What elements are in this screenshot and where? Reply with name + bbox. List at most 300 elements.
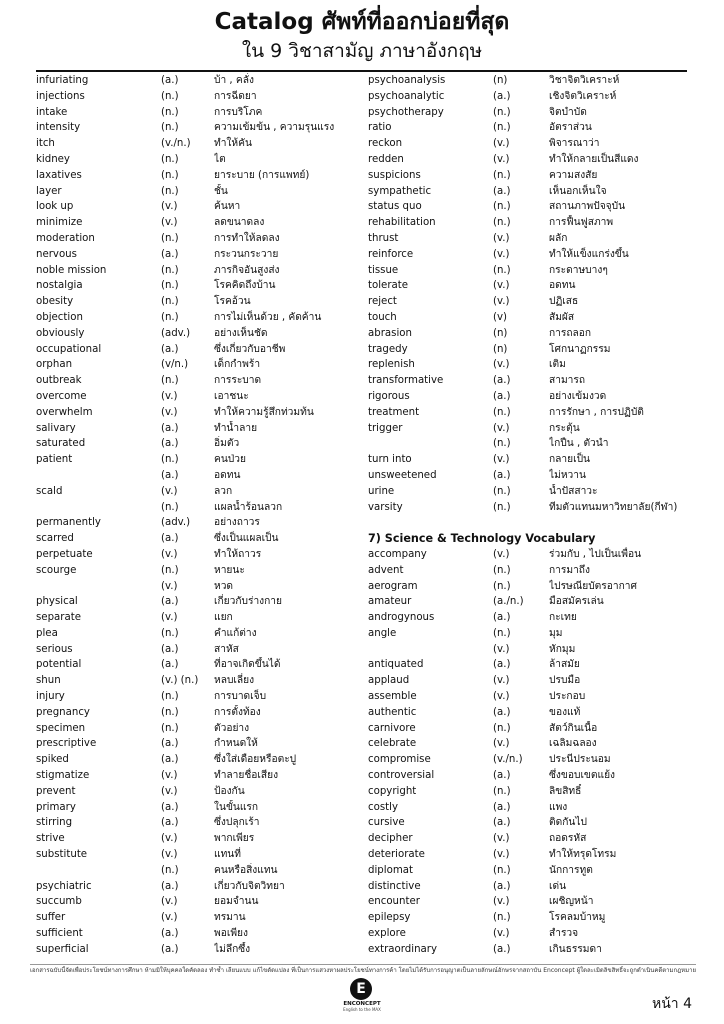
thai-meaning: หายนะ: [214, 564, 245, 576]
vocab-word: minimize: [36, 217, 83, 229]
vocab-word: nostalgia: [36, 280, 83, 292]
vocab-word: orphan: [36, 359, 73, 371]
thai-meaning: อดทน: [549, 280, 576, 292]
vocab-row: [36, 926, 366, 942]
vocab-row: [36, 610, 366, 626]
thai-meaning: ซึ่งขอบเขตแย้ง: [549, 770, 616, 782]
part-of-speech: (n.): [493, 627, 511, 639]
thai-meaning: การมาถึง: [549, 564, 590, 576]
part-of-speech: (n.): [161, 106, 179, 118]
vocab-word: intake: [36, 106, 68, 118]
vocab-row: [36, 136, 366, 152]
part-of-speech: (n.): [161, 264, 179, 276]
part-of-speech: (v.): [161, 849, 178, 861]
vocab-word: intensity: [36, 122, 81, 134]
thai-meaning: ทำลายชื่อเสียง: [214, 770, 279, 782]
thai-meaning: ปรบมือ: [549, 675, 581, 687]
part-of-speech: (v./n.): [161, 138, 191, 150]
part-of-speech: (a.): [161, 533, 179, 545]
thai-meaning: ภารกิจอันสูงส่ง: [214, 264, 280, 276]
part-of-speech: (v.): [493, 280, 510, 292]
vocab-row: [368, 515, 698, 531]
thai-meaning: อย่างเข้มงวด: [549, 390, 607, 402]
thai-meaning: ประกอบ: [549, 691, 586, 703]
thai-meaning: ทรมาน: [214, 912, 246, 924]
vocab-row: [368, 184, 698, 200]
thai-meaning: ความสงสัย: [549, 169, 598, 181]
part-of-speech: (a.): [161, 880, 179, 892]
part-of-speech: (adv.): [161, 517, 191, 529]
vocab-word: superficial: [36, 943, 89, 955]
part-of-speech: (n.): [161, 296, 179, 308]
thai-meaning: โรคลมบ้าหมู: [549, 912, 606, 924]
part-of-speech: (v.): [493, 849, 510, 861]
vocab-row: [368, 879, 698, 895]
vocab-row: [36, 421, 366, 437]
vocab-word: injections: [36, 90, 85, 102]
thai-meaning: เด่น: [549, 880, 567, 892]
vocab-row: [368, 768, 698, 784]
part-of-speech: (v.): [493, 248, 510, 260]
thai-meaning: ร่วมกับ , ไปเป็นเพื่อน: [549, 548, 642, 560]
part-of-speech: (v.): [493, 833, 510, 845]
thai-meaning: ลิขสิทธิ์: [549, 785, 582, 797]
vocab-word: psychiatric: [36, 880, 92, 892]
vocab-word: unsweetened: [368, 469, 437, 481]
thai-meaning: เกินธรรมดา: [549, 943, 602, 955]
thai-meaning: ความเข้มข้น , ความรุนแรง: [214, 122, 335, 134]
part-of-speech: (v.): [493, 138, 510, 150]
vocab-word: primary: [36, 801, 76, 813]
vocab-word: aerogram: [368, 580, 418, 592]
part-of-speech: (a.): [493, 185, 511, 197]
vocab-row: [36, 800, 366, 816]
thai-meaning: ทำให้คัน: [214, 138, 252, 150]
vocab-row: [368, 594, 698, 610]
vocab-word: separate: [36, 612, 81, 624]
part-of-speech: (v.): [161, 896, 178, 908]
thai-meaning: อัตราส่วน: [549, 122, 592, 134]
part-of-speech: (a.): [161, 643, 179, 655]
vocab-word: saturated: [36, 438, 86, 450]
vocab-word: kidney: [36, 153, 70, 165]
thai-meaning: กะเทย: [549, 612, 577, 624]
thai-meaning: ค้นหา: [214, 201, 241, 213]
logo-icon: E: [350, 978, 372, 1000]
part-of-speech: (n.): [161, 706, 179, 718]
vocab-row: [36, 563, 366, 579]
part-of-speech: (a.): [161, 596, 179, 608]
part-of-speech: (a.): [493, 943, 511, 955]
thai-meaning: เห็นอกเห็นใจ: [549, 185, 607, 197]
vocab-word: cursive: [368, 817, 405, 829]
thai-meaning: อย่างเห็นชัด: [214, 327, 268, 339]
vocab-row: [36, 689, 366, 705]
thai-meaning: การไม่เห็นด้วย , คัดค้าน: [214, 311, 322, 323]
thai-meaning: ในขั้นแรก: [214, 801, 259, 813]
part-of-speech: (v.): [161, 406, 178, 418]
part-of-speech: (v.): [493, 359, 510, 371]
vocab-column-left: [36, 73, 366, 958]
thai-meaning: เอาชนะ: [214, 390, 249, 402]
thai-meaning: คนหรือสิ่งแทน: [214, 864, 278, 876]
thai-meaning: น้ำปัสสาวะ: [549, 485, 598, 497]
vocab-row: [36, 89, 366, 105]
vocab-word: epilepsy: [368, 912, 411, 924]
part-of-speech: (v/n.): [161, 359, 189, 371]
vocab-word: infuriating: [36, 75, 89, 86]
thai-meaning: กระตุ้น: [549, 422, 580, 434]
thai-meaning: การรักษา , การปฏิบัติ: [549, 406, 644, 418]
part-of-speech: (v.): [161, 217, 178, 229]
vocab-word: prescriptive: [36, 738, 97, 750]
vocab-word: scald: [36, 485, 63, 497]
vocab-word: permanently: [36, 517, 101, 529]
vocab-word: scarred: [36, 533, 74, 545]
part-of-speech: (n.): [493, 406, 511, 418]
part-of-speech: (a.): [493, 817, 511, 829]
vocab-row: [368, 942, 698, 958]
thai-meaning: แพง: [549, 801, 568, 813]
vocab-row: [36, 547, 366, 563]
thai-meaning: แยก: [214, 612, 233, 624]
enconcept-logo: [345, 978, 379, 1012]
vocab-row: [368, 326, 698, 342]
vocab-row: [368, 484, 698, 500]
part-of-speech: (n.): [493, 501, 511, 513]
thai-meaning: พิจารณาว่า: [549, 138, 600, 150]
vocab-row: [368, 199, 698, 215]
part-of-speech: (n.): [493, 864, 511, 876]
part-of-speech: (n.): [493, 580, 511, 592]
vocab-word: objection: [36, 311, 83, 323]
thai-meaning: กำหนดให้: [214, 738, 258, 750]
vocab-row: [368, 357, 698, 373]
thai-meaning: ลวก: [214, 485, 233, 497]
part-of-speech: (a.): [161, 343, 179, 355]
vocab-word: tissue: [368, 264, 399, 276]
part-of-speech: (n.): [493, 485, 511, 497]
vocab-row: [368, 657, 698, 673]
part-of-speech: (a.): [161, 469, 179, 481]
part-of-speech: (n): [493, 327, 508, 339]
thai-meaning: ไม่หวาน: [549, 469, 586, 481]
part-of-speech: (v): [493, 311, 507, 323]
vocab-column-right: [368, 73, 698, 958]
vocab-word: treatment: [368, 406, 420, 418]
vocab-row: [368, 136, 698, 152]
vocab-word: antiquated: [368, 659, 424, 671]
thai-meaning: หักมุม: [549, 643, 576, 655]
vocab-row: [36, 768, 366, 784]
vocab-word: physical: [36, 596, 78, 608]
thai-meaning: เฉลิมฉลอง: [549, 738, 597, 750]
vocab-word: plea: [36, 627, 58, 639]
vocab-row: [368, 294, 698, 310]
part-of-speech: (n.): [493, 438, 511, 450]
vocab-row: [36, 784, 366, 800]
thai-meaning: การทำให้ลดลง: [214, 232, 280, 244]
thai-meaning: ผลัก: [549, 232, 568, 244]
vocab-word: tragedy: [368, 343, 408, 355]
vocab-row: [368, 405, 698, 421]
part-of-speech: (v.): [493, 422, 510, 434]
thai-meaning: ถอดรหัส: [549, 833, 587, 845]
vocab-word: extraordinary: [368, 943, 437, 955]
vocab-word: applaud: [368, 675, 410, 687]
part-of-speech: (v.): [161, 612, 178, 624]
vocab-word: ratio: [368, 122, 392, 134]
thai-meaning: ยาระบาย (การแพทย์): [214, 169, 310, 181]
vocab-word: abrasion: [368, 327, 412, 339]
thai-meaning: ยอมจำนน: [214, 896, 259, 908]
vocab-row: [36, 721, 366, 737]
part-of-speech: (v.): [493, 738, 510, 750]
thai-meaning: พอเพียง: [214, 928, 248, 940]
vocab-row: [368, 231, 698, 247]
header-divider: [36, 70, 687, 72]
vocab-row: [368, 721, 698, 737]
vocab-word: celebrate: [368, 738, 417, 750]
vocab-row: [36, 294, 366, 310]
vocab-row: [36, 910, 366, 926]
vocab-word: patient: [36, 454, 73, 466]
vocab-word: reject: [368, 296, 397, 308]
vocab-row: [36, 642, 366, 658]
vocab-word: advent: [368, 564, 404, 576]
part-of-speech: (a.): [161, 659, 179, 671]
thai-meaning: ซึ่งปลุกเร้า: [214, 817, 260, 829]
thai-meaning: ซึ่งเกี่ยวกับอาชีพ: [214, 343, 286, 355]
vocab-word: sympathetic: [368, 185, 432, 197]
page-title: Catalog ศัพท์ที่ออกบ่อยที่สุด: [214, 9, 510, 35]
part-of-speech: (v.): [161, 833, 178, 845]
part-of-speech: (n.): [493, 106, 511, 118]
part-of-speech: (v.): [161, 580, 178, 592]
vocab-row: [368, 452, 698, 468]
thai-meaning: สาหัส: [214, 643, 239, 655]
thai-meaning: ปฏิเสธ: [549, 296, 579, 308]
part-of-speech: (v.): [161, 201, 178, 213]
thai-meaning: กระวนกระวาย: [214, 248, 279, 260]
part-of-speech: (a.): [493, 659, 511, 671]
thai-meaning: เกี่ยวกับจิตวิทยา: [214, 880, 285, 892]
thai-meaning: โศกนาฏกรรม: [549, 343, 611, 355]
vocab-row: [36, 152, 366, 168]
thai-meaning: แทนที่: [214, 849, 241, 861]
vocab-word: trigger: [368, 422, 403, 434]
vocab-word: potential: [36, 659, 82, 671]
thai-meaning: บ้า , คลั่ง: [214, 75, 254, 86]
thai-meaning: หลบเลี่ยง: [214, 675, 255, 687]
vocab-row: [368, 736, 698, 752]
vocab-row: [36, 831, 366, 847]
vocab-word: urine: [368, 485, 395, 497]
vocab-row: [368, 89, 698, 105]
vocab-row: [368, 73, 698, 89]
vocab-row: [36, 594, 366, 610]
part-of-speech: (a.): [161, 438, 179, 450]
vocab-word: androgynous: [368, 612, 435, 624]
vocab-word: accompany: [368, 548, 427, 560]
part-of-speech: (a.): [161, 422, 179, 434]
vocab-row: [368, 689, 698, 705]
thai-meaning: โรคคิดถึงบ้าน: [214, 280, 276, 292]
vocab-word: deteriorate: [368, 849, 425, 861]
part-of-speech: (v.): [493, 232, 510, 244]
thai-meaning: ตัวอย่าง: [214, 722, 250, 734]
part-of-speech: (v.): [493, 675, 510, 687]
thai-meaning: ลดขนาดลง: [214, 217, 265, 229]
vocab-word: moderation: [36, 232, 95, 244]
vocab-word: substitute: [36, 849, 88, 861]
vocab-word: carnivore: [368, 722, 416, 734]
vocab-row: [368, 342, 698, 358]
copyright-disclaimer: เอกสารฉบับนี้จัดเพื่อประโยชน์ทางการศึกษา ห้ามมิให้บุคคลใดคัดลอง ทำซ้ำ เลียนแบบ แก้ไขดัดแปลง ที่เป็นการแสวงหาผลประโยชน์ทางการค้า โดยไม่ได้รับการอนุญาตเป็นลายลักษณ์อักษรจากสถาบัน Enconcept ผู้ใดละเมิดลิขสิทธิ์จะถูกดำเนินคดีตามกฎหมาย: [30, 967, 696, 974]
vocab-word: rigorous: [368, 390, 410, 402]
thai-meaning: ทำน้ำลาย: [214, 422, 258, 434]
part-of-speech: (a.): [161, 943, 179, 955]
vocab-row: [368, 579, 698, 595]
vocab-row: [36, 847, 366, 863]
vocab-word: prevent: [36, 785, 76, 797]
vocab-word: copyright: [368, 785, 417, 797]
vocab-word: occupational: [36, 343, 102, 355]
part-of-speech: (v.): [493, 643, 510, 655]
vocab-row: [36, 815, 366, 831]
vocab-row: [368, 500, 698, 516]
vocab-row: [368, 278, 698, 294]
thai-meaning: เผชิญหน้า: [549, 896, 594, 908]
vocab-row: [368, 168, 698, 184]
vocab-word: thrust: [368, 232, 399, 244]
part-of-speech: (v.): [493, 691, 510, 703]
vocab-word: rehabilitation: [368, 217, 436, 229]
vocab-row: [36, 247, 366, 263]
vocab-row: [36, 278, 366, 294]
vocab-word: psychoanalytic: [368, 90, 445, 102]
thai-meaning: การถลอก: [549, 327, 592, 339]
part-of-speech: (a.): [493, 390, 511, 402]
page-subtitle: ใน 9 วิชาสามัญ ภาษาอังกฤษ: [241, 40, 483, 62]
part-of-speech: (n.): [161, 691, 179, 703]
vocab-word: distinctive: [368, 880, 421, 892]
vocab-word: scourge: [36, 564, 77, 576]
part-of-speech: (a.): [161, 248, 179, 260]
part-of-speech: (n.): [161, 311, 179, 323]
vocab-row: [36, 199, 366, 215]
part-of-speech: (n.): [161, 864, 179, 876]
vocab-row: [368, 373, 698, 389]
vocab-row: [36, 215, 366, 231]
vocab-row: [36, 326, 366, 342]
thai-meaning: พากเพียร: [214, 833, 255, 845]
thai-meaning: การระบาด: [214, 375, 262, 387]
vocab-word: layer: [36, 185, 62, 197]
thai-meaning: คนป่วย: [214, 454, 246, 466]
thai-meaning: ทำให้กลายเป็นสีแดง: [549, 153, 639, 165]
part-of-speech: (n.): [493, 169, 511, 181]
vocab-row: [36, 531, 366, 547]
thai-meaning: การบริโภค: [214, 106, 263, 118]
vocab-row: [368, 642, 698, 658]
thai-meaning: จิตบำบัด: [549, 106, 587, 118]
vocab-row: [36, 357, 366, 373]
part-of-speech: (n.): [493, 122, 511, 134]
part-of-speech: (v.): [161, 485, 178, 497]
part-of-speech: (n.): [493, 201, 511, 213]
thai-meaning: ติดกันไป: [549, 817, 587, 829]
vocab-word: diplomat: [368, 864, 413, 876]
thai-meaning: อดทน: [214, 469, 241, 481]
vocab-row: [36, 752, 366, 768]
part-of-speech: (n.): [161, 564, 179, 576]
part-of-speech: (n): [493, 343, 508, 355]
thai-meaning: ไม่ลึกซึ้ง: [214, 943, 251, 955]
vocab-word: stirring: [36, 817, 73, 829]
part-of-speech: (a.): [493, 706, 511, 718]
part-of-speech: (a.): [493, 375, 511, 387]
thai-meaning: นักการทูต: [549, 864, 593, 876]
vocab-row: [36, 452, 366, 468]
part-of-speech: (a.): [161, 801, 179, 813]
vocab-word: nervous: [36, 248, 77, 260]
vocab-row: [36, 263, 366, 279]
vocab-row: [36, 105, 366, 121]
vocab-row: [368, 610, 698, 626]
part-of-speech: (a.): [161, 817, 179, 829]
thai-meaning: ไกปืน , ตัวนำ: [549, 438, 609, 450]
vocab-word: turn into: [368, 454, 412, 466]
vocab-row: [36, 657, 366, 673]
section-heading-text: 7) Science & Technology Vocabulary: [368, 532, 596, 546]
part-of-speech: (v.): [493, 548, 510, 560]
vocab-row: [368, 847, 698, 863]
part-of-speech: (n.): [161, 122, 179, 134]
vocab-row: [36, 736, 366, 752]
thai-meaning: หวด: [214, 580, 234, 592]
thai-meaning: เกี่ยวกับร่างกาย: [214, 596, 282, 608]
part-of-speech: (a.): [493, 90, 511, 102]
thai-meaning: เด็กกำพร้า: [214, 359, 261, 371]
part-of-speech: (v.): [493, 928, 510, 940]
thai-meaning: อิ่มตัว: [214, 438, 240, 450]
vocab-row: [368, 421, 698, 437]
vocab-row: [368, 863, 698, 879]
part-of-speech: (n): [493, 75, 508, 86]
vocab-word: reckon: [368, 138, 403, 150]
vocab-row: [36, 168, 366, 184]
thai-meaning: สามารถ: [549, 375, 586, 387]
vocab-row: [36, 626, 366, 642]
part-of-speech: (a.): [493, 612, 511, 624]
vocab-row: [36, 436, 366, 452]
vocab-word: assemble: [368, 691, 417, 703]
vocab-row: [36, 310, 366, 326]
vocab-word: overcome: [36, 390, 87, 402]
vocab-word: stigmatize: [36, 770, 90, 782]
part-of-speech: (v.): [161, 785, 178, 797]
vocab-row: [36, 342, 366, 358]
vocab-row: [368, 436, 698, 452]
thai-meaning: ซึ่งใส่เดือยหรือตะปู: [214, 754, 297, 766]
part-of-speech: (adv.): [161, 327, 191, 339]
part-of-speech: (n.): [161, 185, 179, 197]
vocab-row: [368, 800, 698, 816]
vocab-word: tolerate: [368, 280, 409, 292]
thai-meaning: เชิงจิตวิเคราะห์: [549, 90, 617, 102]
vocab-row: [36, 231, 366, 247]
